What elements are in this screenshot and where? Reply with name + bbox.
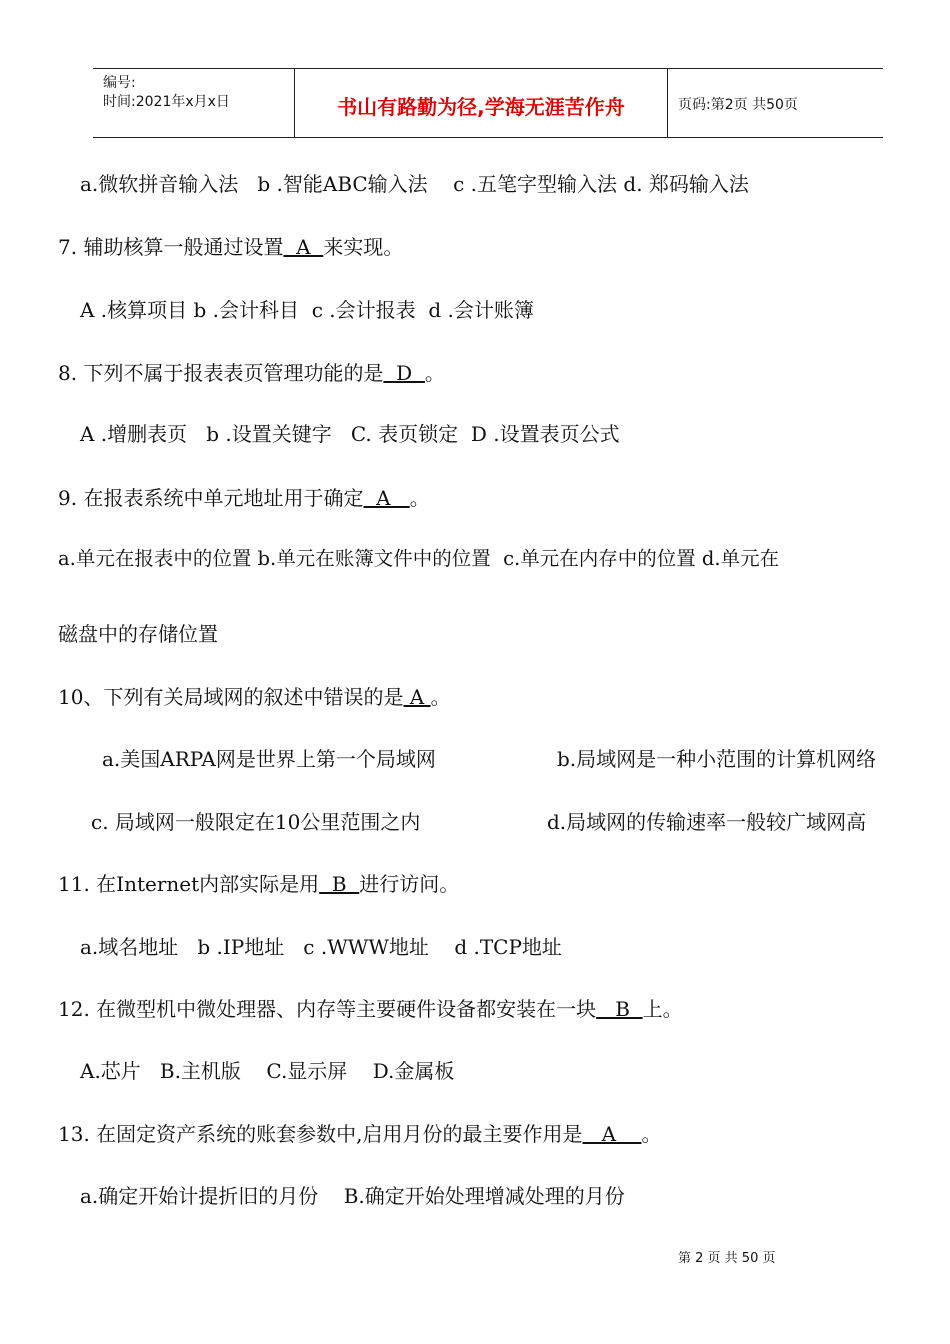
q13-options: a.确定开始计提折旧的月份 B.确定开始处理增减处理的月份: [80, 1184, 625, 1208]
question-7-tail: 来实现。: [323, 235, 404, 259]
question-12-answer: B: [596, 997, 643, 1021]
question-10-text: 10、下列有关局域网的叙述中错误的是: [58, 685, 404, 709]
question-10-answer: A: [403, 685, 431, 709]
question-9: [58, 485, 430, 511]
q10-option-a: a.美国ARPA网是世界上第一个局域网: [102, 747, 436, 771]
q10-option-b: b.局域网是一种小范围的计算机网络: [557, 747, 877, 771]
question-7: [58, 234, 403, 260]
q10-option-c: c. 局域网一般限定在10公里范围之内: [91, 810, 421, 834]
question-13: [58, 1121, 661, 1147]
q11-options: a.域名地址 b .IP地址 c .WWW地址 d .TCP地址: [80, 935, 562, 959]
q7-options: A .核算项目 b .会计科目 c .会计报表 d .会计账簿: [80, 298, 534, 322]
header-motto-cell: [295, 69, 668, 137]
question-8-answer: D: [383, 361, 425, 385]
question-13-answer: A: [582, 1122, 642, 1146]
q10-option-d: d.局域网的传输速率一般较广域网高: [547, 810, 867, 834]
question-12: [58, 996, 683, 1022]
q12-options: A.芯片 B.主机版 C.显示屏 D.金属板: [80, 1059, 455, 1083]
time-label: 时间:2021年x月x日: [103, 94, 230, 110]
question-11-tail: 进行访问。: [359, 872, 460, 896]
question-8-text: 8. 下列不属于报表表页管理功能的是: [58, 361, 384, 385]
serial-label: 编号:: [103, 75, 136, 91]
header-page-cell: [668, 69, 883, 137]
question-12-text: 12. 在微型机中微处理器、内存等主要硬件设备都安装在一块: [58, 997, 597, 1021]
q8-options: A .增删表页 b .设置关键字 C. 表页锁定 D .设置表页公式: [80, 422, 620, 446]
question-13-tail: 。: [641, 1122, 662, 1146]
motto-text: 书山有路勤为径,学海无涯苦作舟: [337, 95, 625, 119]
question-11-text: 11. 在Internet内部实际是用: [58, 872, 320, 896]
question-9-answer: A: [363, 486, 410, 510]
page-number-label: 页码:第2页 共50页: [678, 97, 798, 113]
q9-options-wrap: 磁盘中的存储位置: [58, 622, 218, 646]
q6-options: a.微软拼音输入法 b .智能ABC输入法 c .五笔字型输入法 d. 郑码输入法: [80, 172, 749, 196]
question-10: [58, 684, 451, 710]
page-header: [93, 68, 883, 138]
question-7-text: 7. 辅助核算一般通过设置: [58, 235, 284, 259]
question-9-tail: 。: [409, 486, 430, 510]
question-11-answer: B: [319, 872, 360, 896]
question-11: [58, 871, 459, 897]
question-8: [58, 360, 445, 386]
header-meta-cell: [93, 69, 295, 137]
question-8-tail: 。: [424, 361, 445, 385]
question-12-tail: 上。: [642, 997, 683, 1021]
page-footer: 第 2 页 共 50 页: [678, 1251, 776, 1266]
question-7-answer: A: [283, 235, 324, 259]
q9-options: a.单元在报表中的位置 b.单元在账簿文件中的位置 c.单元在内存中的位置 d.单元在: [58, 547, 780, 570]
question-9-text: 9. 在报表系统中单元地址用于确定: [58, 486, 364, 510]
question-13-text: 13. 在固定资产系统的账套参数中,启用月份的最主要作用是: [58, 1122, 583, 1146]
question-10-tail: 。: [430, 685, 451, 709]
